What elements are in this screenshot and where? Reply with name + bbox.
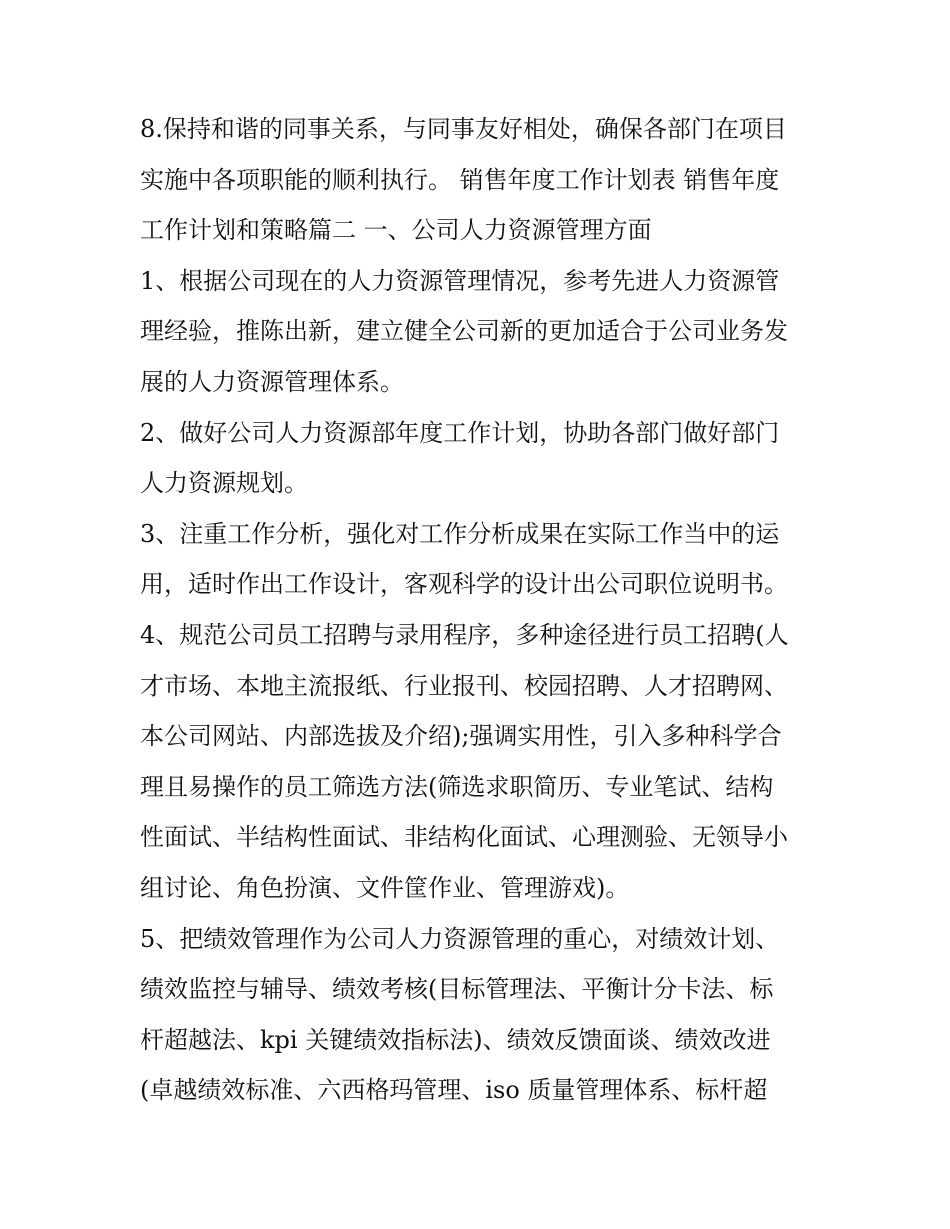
paragraph-item-3: 3、注重工作分析，强化对工作分析成果在实际工作当中的运 用，适时作出工作设计，客观科学的设计出公司职位说明书。 [140, 519, 788, 599]
paragraph-item-1: 1、根据公司现在的人力资源管理情况，参考先进人力资源管 理经验，推陈出新，建立健全公司新的更加适合于公司业务发 展的人力资源管理体系。 [140, 266, 788, 396]
paragraph-item-8-closing: 8.保持和谐的同事关系，与同事友好相处，确保各部门在项目 实施中各项职能的顺利执行。 销售年度工作计划表 销售年度 工作计划和策略篇二 一、公司人力资源管理方面 [140, 115, 787, 245]
document-body [140, 104, 820, 1116]
paragraph-item-4: 4、规范公司员工招聘与录用程序，多种途径进行员工招聘(人 才市场、本地主流报纸、行业报刊、校园招聘、人才招聘网、 本公司网站、内部选拔及介绍);强调实用性，引入多种科学合 理且易操作的员工筛选方法(筛选求职简历、专业笔试、结构 性面试、半结构性面试、非结构化面试、心理测验、无领导小 组讨论、角色扮演、文件筐作业、管理游戏)。 [140, 620, 789, 902]
paragraph-item-5: 5、把绩效管理作为公司人力资源管理的重心，对绩效计划、 绩效监控与辅导、绩效考核(目标管理法、平衡计分卡法、标 杆超越法、kpi 关键绩效指标法)、绩效反馈面谈、绩效改进 (卓越绩效标准、六西格玛管理、iso 质量管理体系、标杆超 [140, 924, 780, 1105]
paragraph-item-2: 2、做好公司人力资源部年度工作计划，协助各部门做好部门 人力资源规划。 [140, 418, 780, 498]
